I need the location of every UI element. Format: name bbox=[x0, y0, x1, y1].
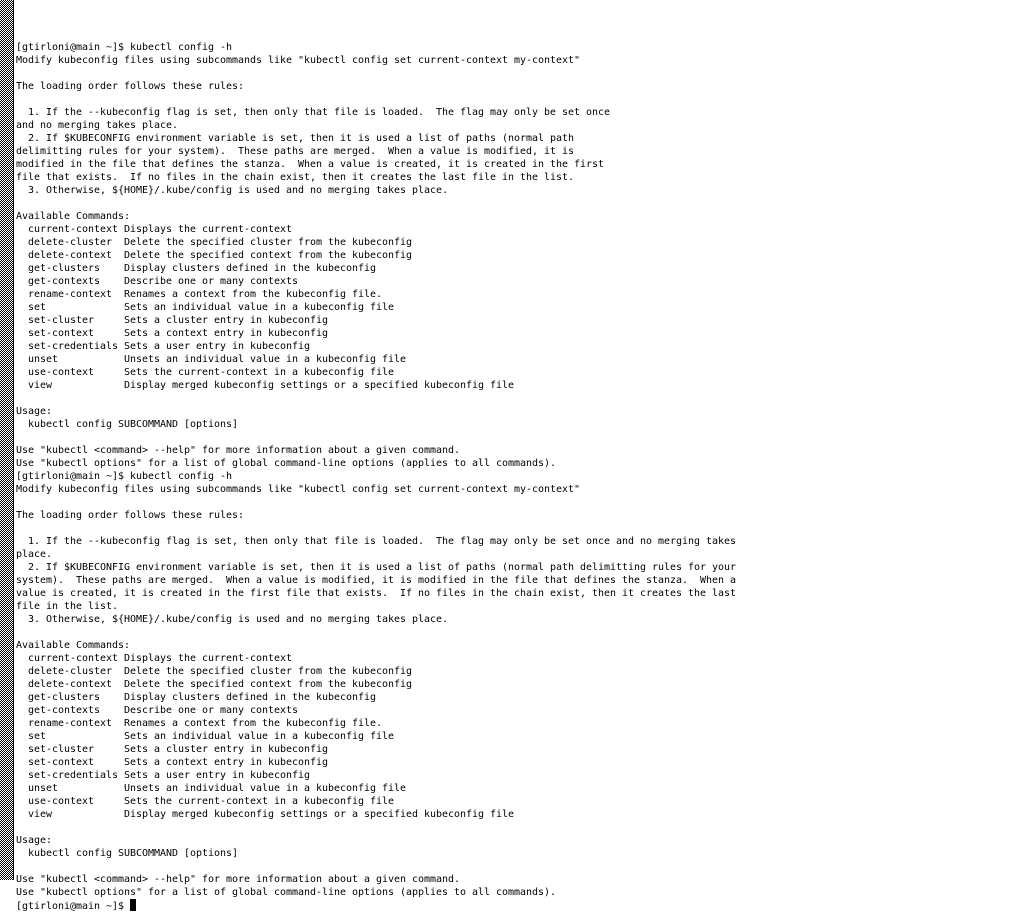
terminal-line: rename-context Renames a context from the kubeconfig file. bbox=[16, 718, 383, 729]
terminal-line: view Display merged kubeconfig settings or a specified kubeconfig file bbox=[16, 809, 515, 820]
terminal-line: Usage: bbox=[16, 835, 53, 846]
terminal-line bbox=[16, 821, 1026, 834]
terminal-line: unset Unsets an individual value in a kubeconfig file bbox=[16, 783, 407, 794]
terminal-line: kubectl config SUBCOMMAND [options] bbox=[16, 848, 239, 859]
terminal-line: current-context Displays the current-context bbox=[16, 224, 293, 235]
terminal-line: view Display merged kubeconfig settings or a specified kubeconfig file bbox=[16, 380, 515, 391]
block-cursor-icon bbox=[130, 899, 136, 911]
terminal-line: get-contexts Describe one or many contexts bbox=[16, 705, 299, 716]
terminal-output[interactable] bbox=[16, 2, 1026, 912]
terminal-line: Modify kubeconfig files using subcommands like "kubectl config set current-context my-context" bbox=[16, 484, 581, 495]
terminal-line: file that exists. If no files in the chain exist, then it creates the last file in the list. bbox=[16, 172, 575, 183]
terminal-line: set-credentials Sets a user entry in kubeconfig bbox=[16, 341, 311, 352]
terminal-line: set-credentials Sets a user entry in kubeconfig bbox=[16, 770, 311, 781]
terminal-line: use-context Sets the current-context in a kubeconfig file bbox=[16, 796, 395, 807]
terminal-line bbox=[16, 860, 1026, 873]
terminal-line: delimitting rules for your system). These paths are merged. When a value is modified, it is bbox=[16, 146, 575, 157]
terminal-line bbox=[16, 522, 1026, 535]
scrollbar-divider bbox=[13, 0, 14, 880]
terminal-line: and no merging takes place. bbox=[16, 120, 179, 131]
terminal-line bbox=[16, 431, 1026, 444]
terminal-line: modified in the file that defines the stanza. When a value is created, it is created in the first bbox=[16, 159, 605, 170]
terminal-line: set Sets an individual value in a kubeconfig file bbox=[16, 731, 395, 742]
terminal-line: set-cluster Sets a cluster entry in kubeconfig bbox=[16, 315, 329, 326]
terminal-line: set Sets an individual value in a kubeconfig file bbox=[16, 302, 395, 313]
terminal-line: 2. If $KUBECONFIG environment variable is set, then it is used a list of paths (normal path delimitting rules for your bbox=[16, 562, 737, 573]
terminal-line: get-clusters Display clusters defined in the kubeconfig bbox=[16, 263, 377, 274]
terminal-line: unset Unsets an individual value in a kubeconfig file bbox=[16, 354, 407, 365]
terminal-line: value is created, it is created in the first file that exists. If no files in the chain exist, then it creates the last bbox=[16, 588, 737, 599]
scrollbar[interactable] bbox=[0, 0, 13, 880]
shell-prompt: [gtirloni@main ~]$ bbox=[16, 901, 131, 912]
terminal-line: The loading order follows these rules: bbox=[16, 81, 245, 92]
terminal-line: Usage: bbox=[16, 406, 53, 417]
terminal-line: current-context Displays the current-context bbox=[16, 653, 293, 664]
terminal-line: delete-context Delete the specified context from the kubeconfig bbox=[16, 250, 413, 261]
terminal-line: delete-cluster Delete the specified cluster from the kubeconfig bbox=[16, 237, 413, 248]
terminal-line: Modify kubeconfig files using subcommands like "kubectl config set current-context my-context" bbox=[16, 55, 581, 66]
terminal-line: kubectl config SUBCOMMAND [options] bbox=[16, 419, 239, 430]
terminal-line: [gtirloni@main ~]$ kubectl config -h bbox=[16, 42, 233, 53]
terminal-line: Available Commands: bbox=[16, 640, 131, 651]
terminal-line: delete-context Delete the specified context from the kubeconfig bbox=[16, 679, 413, 690]
terminal-line: use-context Sets the current-context in a kubeconfig file bbox=[16, 367, 395, 378]
terminal-line: 3. Otherwise, ${HOME}/.kube/config is used and no merging takes place. bbox=[16, 185, 449, 196]
terminal-line bbox=[16, 496, 1026, 509]
terminal-line: Available Commands: bbox=[16, 211, 131, 222]
terminal-line: get-clusters Display clusters defined in the kubeconfig bbox=[16, 692, 377, 703]
terminal-line: Use "kubectl <command> --help" for more information about a given command. bbox=[16, 445, 461, 456]
terminal-line: place. bbox=[16, 549, 53, 560]
terminal-line: set-context Sets a context entry in kubeconfig bbox=[16, 328, 329, 339]
terminal-line: file in the list. bbox=[16, 601, 119, 612]
terminal-line: system). These paths are merged. When a value is modified, it is modified in the file that defines the stanza. When a bbox=[16, 575, 737, 586]
terminal-line: The loading order follows these rules: bbox=[16, 510, 245, 521]
terminal-line bbox=[16, 626, 1026, 639]
terminal-line: Use "kubectl options" for a list of global command-line options (applies to all commands). bbox=[16, 458, 557, 469]
terminal-line bbox=[16, 67, 1026, 80]
terminal-line bbox=[16, 392, 1026, 405]
terminal-line: 3. Otherwise, ${HOME}/.kube/config is used and no merging takes place. bbox=[16, 614, 449, 625]
terminal-line: get-contexts Describe one or many contexts bbox=[16, 276, 299, 287]
terminal-line: 2. If $KUBECONFIG environment variable is set, then it is used a list of paths (normal path bbox=[16, 133, 575, 144]
terminal-line: 1. If the --kubeconfig flag is set, then only that file is loaded. The flag may only be set once bbox=[16, 107, 611, 118]
terminal-line bbox=[16, 197, 1026, 210]
terminal-line: Use "kubectl <command> --help" for more information about a given command. bbox=[16, 874, 461, 885]
terminal-line: 1. If the --kubeconfig flag is set, then only that file is loaded. The flag may only be set once and no merging takes bbox=[16, 536, 737, 547]
terminal-line: delete-cluster Delete the specified cluster from the kubeconfig bbox=[16, 666, 413, 677]
terminal-line bbox=[16, 93, 1026, 106]
terminal-line: Use "kubectl options" for a list of global command-line options (applies to all commands). bbox=[16, 887, 557, 898]
terminal-line: rename-context Renames a context from the kubeconfig file. bbox=[16, 289, 383, 300]
terminal-line: set-cluster Sets a cluster entry in kubeconfig bbox=[16, 744, 329, 755]
terminal-line: set-context Sets a context entry in kubeconfig bbox=[16, 757, 329, 768]
prompt-line[interactable] bbox=[16, 899, 1026, 912]
terminal-line: [gtirloni@main ~]$ kubectl config -h bbox=[16, 471, 233, 482]
